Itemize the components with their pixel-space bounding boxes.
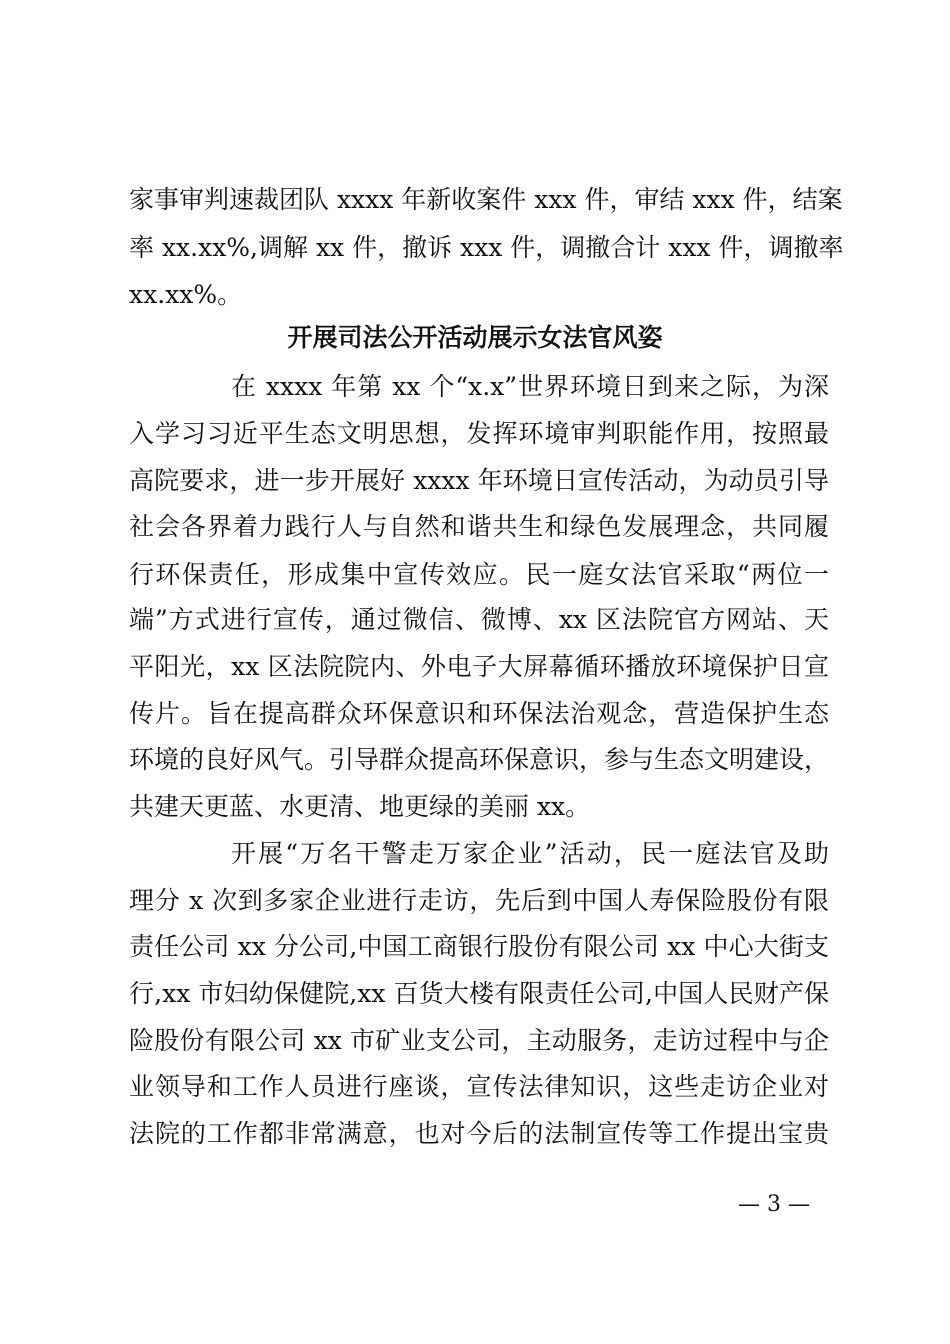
paragraph-line: 率 xx.xx%,调解 xx 件，撤诉 xxx 件，调撤合计 xxx 件，调撤率 [129,233,844,262]
page-number: — 3 — [738,1192,810,1217]
paragraph-line: 开展“万名干警走万家企业”活动，民一庭法官及助 [231,839,829,868]
paragraph-line: 理分 x 次到多家企业进行走访，先后到中国人寿保险股份有限 [129,886,829,915]
paragraph-line: 业领导和工作人员进行座谈，宣传法律知识，这些走访企业对 [129,1072,829,1101]
paragraph-line: 险股份有限公司 xx 市矿业支公司，主动服务，走访过程中与企 [129,1026,829,1055]
paragraph-line: 法院的工作都非常满意，也对今后的法制宣传等工作提出宝贵 [129,1119,829,1148]
paragraph-line: 入学习习近平生态文明思想，发挥环境审判职能作用，按照最 [129,419,829,448]
paragraph-line: 在 xxxx 年第 xx 个“x.x”世界环境日到来之际，为深 [231,372,829,401]
paragraph-line: 家事审判速裁团队 xxxx 年新收案件 xxx 件，审结 xxx 件，结案 [129,185,843,214]
paragraph-line: 平阳光，xx 区法院院内、外电子大屏幕循环播放环境保护日宣 [129,652,829,681]
paragraph-line: xx.xx%。 [129,280,243,309]
paragraph-line: 共建天更蓝、水更清、地更绿的美丽 xx。 [129,792,591,821]
paragraph-line: 责任公司 xx 分公司,中国工商银行股份有限公司 xx 中心大街支 [129,932,829,961]
paragraph-line: 社会各界着力践行人与自然和谐共生和绿色发展理念，共同履 [129,512,829,541]
section-heading: 开展司法公开活动展示女法官风姿 [287,323,663,352]
paragraph-line: 传片。旨在提高群众环保意识和环保法治观念，营造保护生态 [129,699,829,728]
paragraph-line: 环境的良好风气。引导群众提高环保意识，参与生态文明建设， [129,745,830,774]
paragraph-line: 行,xx 市妇幼保健院,xx 百货大楼有限责任公司,中国人民财产保 [129,979,829,1008]
paragraph-line: 高院要求，进一步开展好 xxxx 年环境日宣传活动，为动员引导 [129,466,829,495]
paragraph-line: 端”方式进行宣传，通过微信、微博、xx 区法院官方网站、天 [129,605,829,634]
paragraph-line: 行环保责任，形成集中宣传效应。民一庭女法官采取“两位一 [129,560,829,589]
